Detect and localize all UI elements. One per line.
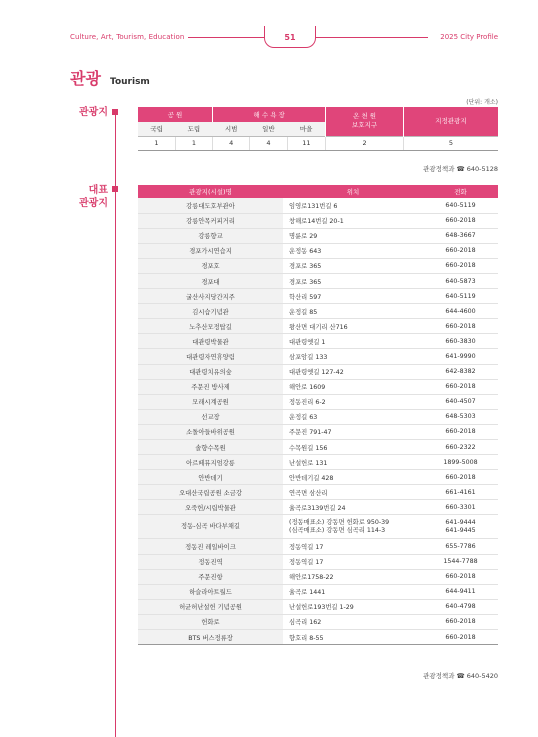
location-cell: 임영로131번길 6 [283, 198, 423, 213]
page-title-ko: 관광 [70, 69, 101, 88]
section-label-representative [68, 184, 108, 210]
location-cell: 연곡면 삼산리 [283, 485, 423, 500]
subheader-provincial: 도립 [175, 122, 212, 136]
phone-cell [423, 515, 498, 539]
section-label-attractions: 관광지 [79, 107, 108, 118]
value-cell: 1 [138, 136, 175, 150]
table-row [138, 485, 498, 500]
phone-cell: 644-4600 [423, 304, 498, 319]
phone-line: 641-9445 [445, 526, 476, 534]
header-hot-spring-line1: 온 천 원 [353, 112, 377, 121]
page-header [0, 0, 538, 60]
value-cell: 4 [250, 136, 287, 150]
header-section-title: Culture, Art, Tourism, Education [70, 33, 185, 41]
phone-cell: 655-7786 [423, 539, 498, 554]
page-number: 51 [264, 26, 316, 48]
facility-name-cell: 모래시계공원 [138, 394, 283, 409]
table-row [138, 500, 498, 515]
phone-cell: 660-3301 [423, 500, 498, 515]
phone-cell: 648-5303 [423, 409, 498, 424]
table-row [138, 630, 498, 645]
phone-cell: 660-3830 [423, 334, 498, 349]
table-row [138, 470, 498, 485]
location-cell: 수목원길 156 [283, 440, 423, 455]
facility-name-cell: BTS 버스정류장 [138, 630, 283, 645]
facility-name-cell: 솔향수목원 [138, 440, 283, 455]
facility-name-cell: 소돌아들바위공원 [138, 424, 283, 439]
table-row [138, 455, 498, 470]
header-designated: 지정관광지 [403, 107, 498, 136]
phone-cell: 642-8382 [423, 364, 498, 379]
location-cell: 경포로 365 [283, 273, 423, 288]
unit-note: (단위: 개소) [466, 99, 498, 106]
location-cell: 해안로 1609 [283, 379, 423, 394]
location-cell: 정동역길 17 [283, 539, 423, 554]
subheader-city: 시범 [213, 122, 250, 136]
page-title-en: Tourism [110, 77, 150, 87]
table-row [138, 364, 498, 379]
location-cell: 경포로 365 [283, 258, 423, 273]
header-phone: 전화 [423, 185, 498, 198]
header-beach: 해 수 욕 장 [213, 107, 326, 122]
table-row [138, 584, 498, 599]
facility-name-cell: 대관령박물관 [138, 334, 283, 349]
table-row [138, 409, 498, 424]
facility-name-cell: 대관령자연휴양림 [138, 349, 283, 364]
location-cell: 율곡로3139번길 24 [283, 500, 423, 515]
facility-name-cell: 오대산국립공원 소금강 [138, 485, 283, 500]
subheader-general: 일반 [250, 122, 287, 136]
location-cell: 운정길 85 [283, 304, 423, 319]
location-cell: 율곡로 1441 [283, 584, 423, 599]
phone-cell: 1899-5008 [423, 455, 498, 470]
facility-name-cell: 주문진 방사제 [138, 379, 283, 394]
facility-name-cell: 정동진 레일바이크 [138, 539, 283, 554]
facility-name-cell: 김시습기념관 [138, 304, 283, 319]
table-row [138, 424, 498, 439]
location-cell: 대관령옛길 1 [283, 334, 423, 349]
summary-values-row [138, 136, 498, 150]
table-row [138, 334, 498, 349]
location-cell: 정동역길 17 [283, 554, 423, 569]
table-row [138, 243, 498, 258]
phone-line: 641-9444 [445, 518, 476, 526]
header-divider-left [188, 37, 264, 38]
facility-name-cell: 헌화로 [138, 614, 283, 629]
facility-name-cell: 선교장 [138, 409, 283, 424]
facility-name-cell: 대관령치유의숲 [138, 364, 283, 379]
phone-cell: 641-9990 [423, 349, 498, 364]
facility-name-cell: 경포가시연습지 [138, 243, 283, 258]
facility-name-cell: 강릉안목커피거리 [138, 213, 283, 228]
value-cell: 2 [326, 136, 404, 150]
location-cell: 난설헌로193번길 1-29 [283, 599, 423, 614]
side-rule [115, 110, 116, 737]
phone-cell: 660-2018 [423, 243, 498, 258]
location-cell: 명륜로 29 [283, 228, 423, 243]
facility-name-cell: 노추산모정탑길 [138, 319, 283, 334]
phone-cell: 648-3667 [423, 228, 498, 243]
phone-cell: 640-5119 [423, 198, 498, 213]
header-publication: 2025 City Profile [440, 33, 498, 41]
facility-name-cell: 강릉대도호부관아 [138, 198, 283, 213]
location-cell: 주문진 791-47 [283, 424, 423, 439]
table-row [138, 569, 498, 584]
header-divider-right [315, 37, 428, 38]
phone-cell: 640-5873 [423, 273, 498, 288]
location-line: (심곡매표소) 강동면 심곡리 114-3 [289, 526, 386, 534]
summary-table [138, 107, 498, 151]
facility-source-note: 관광정책과 ☎ 640-5420 [423, 672, 498, 680]
location-cell: 정동진리 6-2 [283, 394, 423, 409]
phone-cell: 660-2018 [423, 319, 498, 334]
phone-cell: 660-2018 [423, 569, 498, 584]
table-row [138, 394, 498, 409]
facility-name-cell: 오죽헌/시립박물관 [138, 500, 283, 515]
header-park: 공 원 [138, 107, 213, 122]
phone-cell: 660-2018 [423, 258, 498, 273]
value-cell: 1 [175, 136, 212, 150]
table-row [138, 440, 498, 455]
phone-cell: 660-2018 [423, 424, 498, 439]
location-cell [283, 515, 423, 539]
facility-name-cell: 굴산사지당간지주 [138, 289, 283, 304]
table-row [138, 289, 498, 304]
facility-name-cell: 강릉향교 [138, 228, 283, 243]
phone-cell: 644-9411 [423, 584, 498, 599]
header-facility-name: 관광지(시설)명 [138, 185, 283, 198]
summary-source-note: 관광정책과 ☎ 640-5128 [423, 165, 498, 173]
table-row [138, 304, 498, 319]
table-row [138, 198, 498, 213]
facility-name-cell: 하슬라아트월드 [138, 584, 283, 599]
phone-cell: 660-2018 [423, 614, 498, 629]
header-hot-spring [326, 107, 404, 136]
facility-name-cell: 경포대 [138, 273, 283, 288]
table-row [138, 554, 498, 569]
location-cell: 운정동 643 [283, 243, 423, 258]
phone-cell: 660-2018 [423, 379, 498, 394]
facility-name-cell: 아르떼뮤지엄강릉 [138, 455, 283, 470]
location-cell: 왕산면 대기리 산716 [283, 319, 423, 334]
table-row [138, 515, 498, 539]
location-cell: 향호리 8-55 [283, 630, 423, 645]
value-cell: 4 [213, 136, 250, 150]
location-cell: 대관령옛길 127-42 [283, 364, 423, 379]
table-row [138, 379, 498, 394]
table-row [138, 213, 498, 228]
table-row [138, 349, 498, 364]
location-cell: 운정길 63 [283, 409, 423, 424]
section-bullet [112, 109, 118, 115]
header-hot-spring-line2: 보호지구 [352, 121, 378, 130]
phone-cell: 660-2018 [423, 213, 498, 228]
phone-cell: 660-2018 [423, 630, 498, 645]
phone-cell: 640-4507 [423, 394, 498, 409]
section-label-line1: 대표 [88, 185, 108, 196]
location-cell: 안반데기길 428 [283, 470, 423, 485]
facility-table-body [138, 198, 498, 645]
location-line: (정동매표소) 강동면 헌화로 950-39 [289, 518, 390, 526]
value-cell: 5 [403, 136, 498, 150]
phone-cell: 640-5119 [423, 289, 498, 304]
table-row [138, 228, 498, 243]
value-cell: 11 [287, 136, 326, 150]
location-cell: 창해로14번길 20-1 [283, 213, 423, 228]
table-row [138, 599, 498, 614]
facility-name-cell: 허균허난설헌 기념공원 [138, 599, 283, 614]
location-cell: 난설헌로 131 [283, 455, 423, 470]
location-cell: 심곡리 162 [283, 614, 423, 629]
facility-name-cell: 정동진역 [138, 554, 283, 569]
phone-cell: 661-4161 [423, 485, 498, 500]
page-title [70, 66, 150, 89]
phone-cell: 660-2018 [423, 470, 498, 485]
table-row [138, 539, 498, 554]
phone-cell: 1544-7788 [423, 554, 498, 569]
subheader-national: 국립 [138, 122, 175, 136]
facility-name-cell: 정동-심곡 바다부채길 [138, 515, 283, 539]
facility-name-cell: 경포호 [138, 258, 283, 273]
table-row [138, 273, 498, 288]
phone-cell: 640-4798 [423, 599, 498, 614]
subheader-village: 마을 [287, 122, 326, 136]
table-row [138, 319, 498, 334]
location-cell: 해안로1758-22 [283, 569, 423, 584]
phone-cell: 660-2322 [423, 440, 498, 455]
facility-name-cell: 안반데기 [138, 470, 283, 485]
facility-name-cell: 주문진항 [138, 569, 283, 584]
header-location: 위치 [283, 185, 423, 198]
location-cell: 학산리 597 [283, 289, 423, 304]
section-bullet [112, 186, 118, 192]
table-row [138, 258, 498, 273]
table-row [138, 614, 498, 629]
facility-table [138, 185, 498, 645]
section-label-line2: 관광지 [79, 198, 108, 209]
location-cell: 삼포암길 133 [283, 349, 423, 364]
